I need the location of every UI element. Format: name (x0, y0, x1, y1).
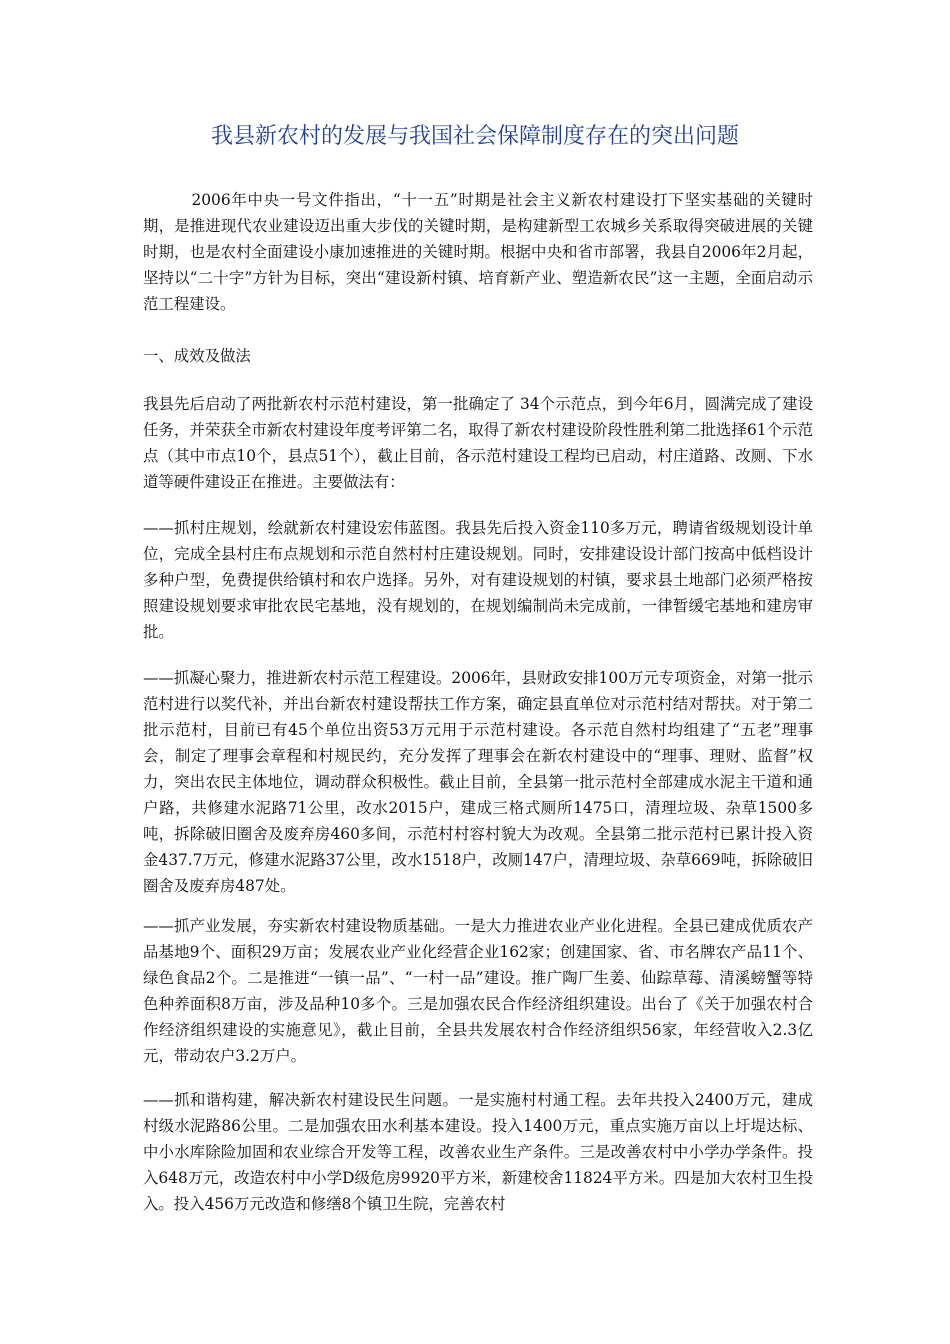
section-heading-results: 一、成效及做法 (143, 347, 251, 365)
paragraph-industry: ——抓产业发展，夯实新农村建设物质基础。一是大力推进农业产业化进程。全县已建成优质农产品基地9个、面积29万亩；发展农业产业化经营企业162家；创建国家、省、市名牌农产品11个、绿色食品2个。二是推进“一镇一品”、“一村一品”建设。推广陶厂生姜、仙踪草莓、清溪螃蟹等特色种养面积8万亩，涉及品种10多个。三是加强农民合作经济组织建设。出台了《关于加强农村合作经济组织建设的实施意见》，截止目前，全县共发展农村合作经济组织56家，年经营收入2.3亿元，带动农户3.2万户。 (143, 917, 813, 1065)
paragraph-demonstration: ——抓凝心聚力，推进新农村示范工程建设。2006年，县财政安排100万元专项资金，对第一批示范村进行以奖代补，并出台新农村建设帮扶工作方案，确定县直单位对示范村结对帮扶。对于第二批示范村，目前已有45个单位出资53万元用于示范村建设。各示范自然村均组建了“五老”理事会，制定了理事会章程和村规民约，充分发挥了理事会在新农村建设中的“理事、理财、监督”权力，突出农民主体地位，调动群众积极性。截止目前，全县第一批示范村全部建成水泥主干道和通户路，共修建水泥路71公里，改水2015户，建成三格式厕所1475口，清理垃圾、杂草1500多吨，拆除破旧圈舍及废弃房460多间，示范村村容村貌大为改观。全县第二批示范村已累计投入资金437.7万元，修建水泥路37公里，改水1518户，改厕147户，清理垃圾、杂草669吨，拆除破旧圈舍及废弃房487处。 (143, 669, 813, 895)
paragraph-harmony: ——抓和谐构建，解决新农村建设民生问题。一是实施村村通工程。去年共投入2400万元，建成村级水泥路86公里。二是加强农田水利基本建设。投入1400万元，重点实施万亩以上圩堤达标、中小水库除险加固和农业综合开发等工程，改善农业生产条件。三是改善农村中小学办学条件。投入648万元，改造农村中小学D级危房9920平方米，新建校舍11824平方米。四是加大农村卫生投入。投入456万元改造和修缮8个镇卫生院，完善农村 (143, 1091, 813, 1213)
paragraph-intro: 2006年中央一号文件指出，“十一五”时期是社会主义新农村建设打下坚实基础的关键时期，是推进现代农业建设迈出重大步伐的关键时期，是构建新型工农城乡关系取得突破进展的关键时期，也是农村全面建设小康加速推进的关键时期。根据中央和省市部署，我县自2006年2月起，坚持以“二十字”方针为目标，突出“建设新村镇、培育新产业、塑造新农民”这一主题，全面启动示范工程建设。 (143, 191, 813, 313)
paragraph-planning: ——抓村庄规划，绘就新农村建设宏伟蓝图。我县先后投入资金110多万元，聘请省级规划设计单位，完成全县村庄布点规划和示范自然村村庄建设规划。同时，安排建设设计部门按高中低档设计多种户型，免费提供给镇村和农户选择。另外，对有建设规划的村镇，要求县土地部门必须严格按照建设规划要求审批农民宅基地，没有规划的，在规划编制尚未完成前，一律暂缓宅基地和建房审批。 (143, 519, 813, 641)
document-title: 我县新农村的发展与我国社会保障制度存在的突出问题 (210, 124, 739, 149)
paragraph-overview: 我县先后启动了两批新农村示范村建设，第一批确定了 34个示范点，到今年6月，圆满完成了建设任务，并荣获全市新农村建设年度考评第二名，取得了新农村建设阶段性胜利第二批选择61个示范点（其中市点10个，县点51个），截止目前，各示范村建设工程均已启动，村庄道路、改厕、下水道等硬件建设正在推进。主要做法有： (143, 395, 813, 491)
